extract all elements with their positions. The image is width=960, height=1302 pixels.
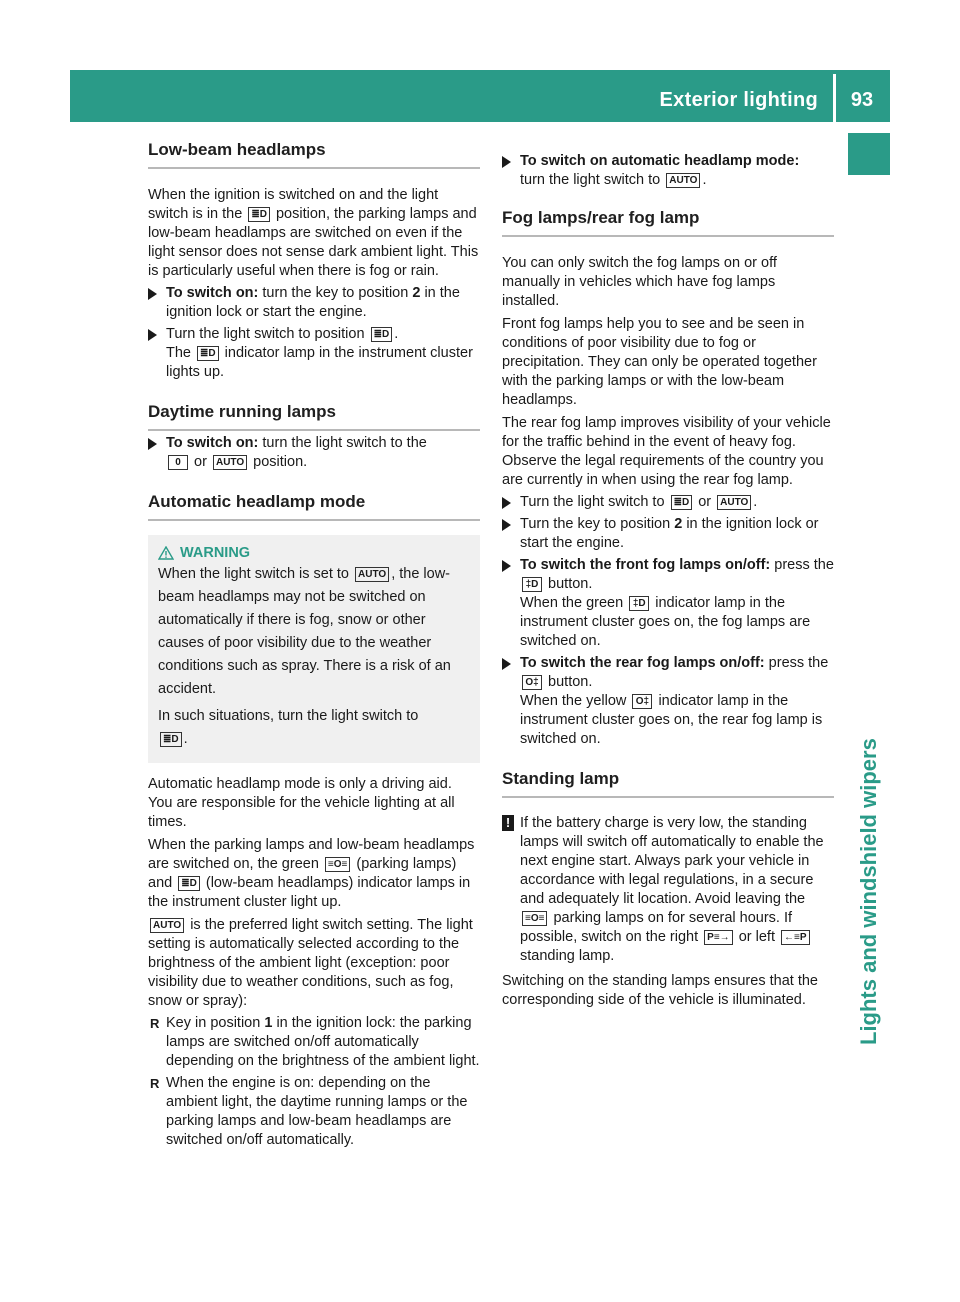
warning-triangle-icon [158, 546, 174, 560]
parking-lamp-icon: ≡O≡ [325, 857, 350, 872]
warning-title: WARNING [180, 545, 251, 561]
text: in the ignition lock: the parking lamps are switched on/off automatically depending on the brightness of the ambient light. [166, 1015, 480, 1069]
paragraph: Automatic headlamp mode is only a driving aid. You are responsible for the vehicle lighting at all times. [148, 776, 455, 830]
page-header [70, 70, 890, 122]
exclamation-icon: ! [502, 815, 514, 831]
side-tab-marker [848, 133, 890, 175]
page-number: 93 [850, 89, 874, 111]
section-heading: Fog lamps/rear fog lamp [502, 208, 834, 237]
step-arrow-icon [148, 288, 157, 300]
text: or [698, 494, 712, 510]
list-item [148, 1074, 480, 1150]
rear-fog-icon: O‡ [632, 694, 652, 709]
step-label: To switch on: [166, 285, 259, 301]
text: turn the key to position [262, 285, 409, 301]
text: . [753, 494, 758, 510]
header-divider [833, 74, 836, 122]
paragraph [148, 186, 480, 281]
zero-position-icon: 0 [168, 455, 188, 470]
auto-icon: AUTO [666, 173, 700, 188]
low-beam-icon: ≣D [371, 327, 393, 342]
text: When the light switch is set to [158, 566, 349, 582]
text: When the engine is on: depending on the ambient light, the daytime running lamps or the parking lamps and low-beam headlamps are switched on/off automatically. [166, 1075, 468, 1148]
instruction-step [502, 152, 834, 190]
parking-lamp-icon: ≡O≡ [522, 911, 547, 926]
auto-icon: AUTO [355, 567, 389, 582]
section-heading: Standing lamp [502, 769, 834, 798]
text: press the [768, 655, 829, 671]
text: If the battery charge is very low, the standing lamps will switch off automatically to enable the next engine start. Always park your vehicle in accordance with legal regulations, in a secure and adequately lit location. Avoid leaving the [520, 815, 824, 907]
instruction-step [148, 434, 480, 472]
text: position. [253, 454, 308, 470]
paragraph [148, 916, 480, 1011]
paragraph: Front fog lamps help you to see and be seen in conditions of poor visibility due to fog or precipitation. They can only be operated together with the parking lamps or with the low-beam headlamps. [502, 316, 817, 408]
low-beam-icon: ≣D [178, 876, 200, 891]
instruction-step [502, 515, 834, 553]
front-fog-icon: ‡D [522, 577, 542, 592]
position-number: 1 [264, 1015, 273, 1031]
step-arrow-icon [148, 329, 157, 341]
section-standing-lamp [502, 769, 834, 1010]
position-number: 2 [412, 285, 421, 301]
step-arrow-icon [502, 560, 511, 572]
section-heading: Low-beam headlamps [148, 140, 480, 169]
text: The [166, 345, 191, 361]
text: in the ignition lock or start the engine. [166, 285, 460, 320]
step-label: To switch the rear fog lamps on/off: [520, 655, 765, 671]
text: Key in position [166, 1015, 261, 1031]
text: press the [774, 557, 834, 573]
paragraph [148, 836, 480, 912]
section-fog-lamps [502, 208, 834, 749]
side-tab-title: Lights and windshield wipers [856, 738, 881, 1045]
text: turn the light switch to the [262, 435, 427, 451]
paragraph: Switching on the standing lamps ensures that the corresponding side of the vehicle is illuminated. [502, 973, 818, 1008]
instruction-step [502, 654, 834, 749]
text: When the parking lamps and low-beam headlamps are switched on, the green [148, 837, 475, 872]
text: or [194, 454, 207, 470]
text: position, the parking lamps and low-beam headlamps are switched on even if the light sensor does not sense dark ambient light. This is particularly useful when there is fog or rain. [148, 206, 479, 279]
text: . [394, 326, 399, 342]
text: When the green [520, 595, 624, 611]
standing-right-icon: P≡→ [704, 930, 733, 945]
rear-fog-icon: O‡ [522, 675, 542, 690]
warning-text [158, 705, 470, 751]
bullet-icon: R [150, 1076, 160, 1091]
section-heading: Automatic headlamp mode [148, 492, 480, 521]
text: indicator lamp in the instrument cluster goes on, the rear fog lamp is switched on. [520, 693, 823, 747]
step-arrow-icon [148, 438, 157, 450]
text: , the low-beam headlamps may not be switched on automatically if there is fog, snow or other causes of poor visibility due to the weather conditions such as spray. There is a risk of an accident. [158, 566, 451, 697]
text: Turn the key to position [520, 516, 671, 532]
text: When the yellow [520, 693, 627, 709]
text: indicator lamp in the instrument cluster goes on, the fog lamps are switched on. [520, 595, 811, 649]
auto-icon: AUTO [150, 918, 184, 933]
text: Turn the light switch to position [166, 326, 365, 342]
text: When the ignition is switched on and the light switch is in the [148, 187, 439, 222]
section-low-beam [148, 140, 480, 382]
text: (parking lamps) and [148, 856, 457, 891]
text: button. [548, 674, 593, 690]
section-daytime-running [148, 402, 480, 472]
right-column [502, 140, 834, 1030]
step-label: To switch on automatic headlamp mode: [520, 153, 800, 169]
instruction-step [148, 284, 480, 322]
text: or left [738, 929, 775, 945]
low-beam-icon: ≣D [671, 495, 693, 510]
text: button. [548, 576, 593, 592]
text: (low-beam headlamps) indicator lamps in the instrument cluster light up. [148, 875, 471, 910]
text: in the ignition lock or start the engine. [520, 516, 819, 551]
paragraph: The rear fog lamp improves visibility of your vehicle for the traffic behind in the event of heavy fog. Observe the legal requirements of the country you are currently in when using the rear fog lamp. [502, 415, 831, 488]
low-beam-icon: ≣D [160, 732, 182, 747]
note-text [520, 814, 834, 966]
warning-header [158, 545, 470, 561]
step-label: To switch on: [166, 435, 259, 451]
section-automatic-headlamp [148, 492, 480, 1150]
left-column [148, 140, 480, 1170]
step-arrow-icon [502, 658, 511, 670]
low-beam-icon: ≣D [248, 207, 270, 222]
bullet-icon: R [150, 1016, 160, 1031]
list-item [148, 1014, 480, 1071]
note [502, 814, 834, 966]
text: . [183, 731, 188, 747]
chapter-title: Exterior lighting [659, 89, 818, 111]
text: . [702, 172, 707, 188]
warning-box [148, 535, 480, 763]
paragraph: You can only switch the fog lamps on or off manually in vehicles which have fog lamps installed. [502, 255, 777, 309]
step-arrow-icon [502, 497, 511, 509]
text: indicator lamp in the instrument cluster lights up. [166, 345, 473, 380]
instruction-step [502, 556, 834, 651]
warning-text [158, 563, 470, 701]
text: In such situations, turn the light switch to [158, 708, 419, 724]
step-arrow-icon [502, 519, 511, 531]
position-number: 2 [674, 516, 683, 532]
low-beam-icon: ≣D [197, 346, 219, 361]
auto-icon: AUTO [213, 455, 247, 470]
standing-left-icon: ←≡P [781, 930, 810, 945]
text: is the preferred light switch setting. The light setting is automatically selected according to the brightness of the ambient light (exception: poor visibility due to weather conditions, such as fog, snow or spray): [148, 917, 473, 1009]
step-arrow-icon [502, 156, 511, 168]
text: Turn the light switch to [520, 494, 665, 510]
section-heading: Daytime running lamps [148, 402, 480, 431]
instruction-step [148, 325, 480, 382]
text: standing lamp. [520, 948, 615, 964]
auto-icon: AUTO [717, 495, 751, 510]
instruction-step [502, 493, 834, 512]
text: turn the light switch to [520, 172, 661, 188]
step-label: To switch the front fog lamps on/off: [520, 557, 771, 573]
text: parking lamps on for several hours. If possible, switch on the right [520, 910, 793, 945]
front-fog-icon: ‡D [629, 596, 649, 611]
